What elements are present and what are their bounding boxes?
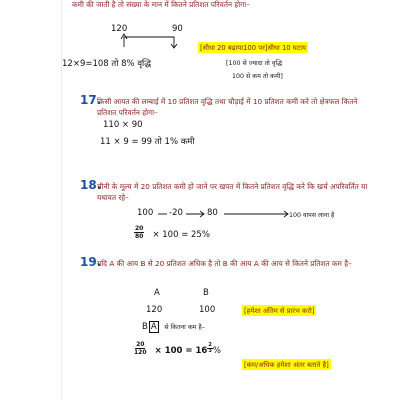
q19-mixed-num: 2 (208, 342, 212, 348)
q19-col-b: B (203, 288, 209, 298)
q18-arrows (158, 214, 308, 220)
q16-calc: 12×9=108 तो 8% वृद्धि (62, 59, 152, 69)
q19-fraction (134, 341, 147, 356)
q19-b-label: B (142, 322, 148, 332)
document-page (62, 0, 386, 400)
q19-col-a: A (154, 288, 160, 298)
q19-val-b: 100 (199, 305, 216, 315)
q18-result: × 100 = 25% (152, 230, 210, 240)
q17-question: किसी आयत की लम्बाई में 10 प्रतिशत वृद्धि तथा चौड़ाई में 10 प्रतिशत कमी करे तो क्षेत्रफल कितने प्रतिशत परिवर्तन होगा– (97, 97, 358, 117)
q18-end-value: 80 (207, 208, 218, 218)
q19-compare-text: से कितना कम है– (164, 324, 205, 331)
q19-fraction-line (134, 338, 221, 357)
q19-result: × 100 = 16 (154, 346, 208, 356)
q16-bracket-note-1: [100 से ज्यादा तो वृद्धि (226, 60, 282, 67)
q18-fraction-line (134, 222, 210, 241)
q18-start-value: 100 (137, 208, 154, 218)
q19-frac-den: 120 (134, 349, 147, 356)
q19-frac-num: 20 (136, 341, 145, 348)
q17-number: 17. (80, 93, 102, 107)
q18-frac-num: 20 (135, 225, 144, 232)
q18-number: 18. (80, 178, 102, 192)
q17-line2: 11 × 9 = 99 तो 1% कमी (100, 137, 195, 147)
q19-compare-line (142, 322, 205, 332)
q16-note-highlight: [सीधा 20 बढ़ाया100 पर]सीधा 10 घटाय (200, 44, 306, 52)
q16-bracket-note-2: 100 से कम तो कमी] (232, 73, 283, 80)
q16-question-tail: कमी की जाती है तो संख्या के मान में कितने प्रतिशत परिवर्तन होगा– (72, 0, 250, 9)
q18-question: चीनी के मूल्य में 20 प्रतिशत कमी हो जाने पर खपत में कितने प्रतिशत वृद्धि करे कि खर्च अपरिवर्तित या यथावत रहे– (97, 182, 368, 202)
q17-line1: 110 × 90 (103, 120, 143, 130)
q16-arrow-diagram (122, 33, 182, 49)
q19-val-a: 120 (146, 305, 163, 315)
q18-frac-den: 80 (135, 233, 144, 240)
q18-fraction (134, 225, 144, 240)
q19-number: 19. (80, 255, 102, 269)
q16-left-value: 120 (111, 24, 128, 34)
q19-percent: % (212, 346, 221, 356)
q18-change: -20 (169, 208, 183, 218)
q16-right-value: 90 (172, 24, 183, 34)
q18-note: 100 वापस लाना है (289, 212, 335, 219)
q19-note-bottom: [कम/अधिक हमेशा अंतर बताते है] (244, 361, 329, 369)
q19-question: यदि A की आय B से 20 प्रतिशत अधिक है तो B की आय A की आय से कितने प्रतिशत कम है– (97, 259, 352, 268)
q19-note-start: [हमेशा अंतिम से प्रारंभ करो] (244, 307, 315, 315)
q19-mixed-den: 3 (208, 348, 212, 354)
q19-a-label-boxed: A (150, 322, 157, 332)
